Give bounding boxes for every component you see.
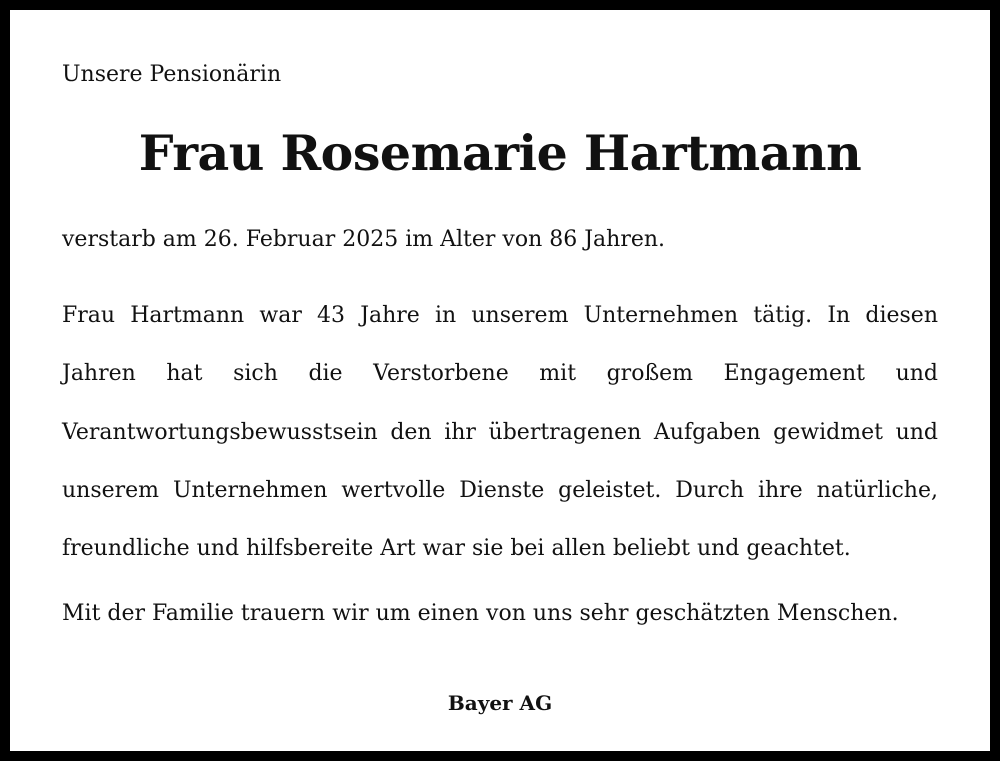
body-line: Jahren hat sich die Verstorbene mit großem Engagement und: [62, 361, 938, 386]
company-signature: Bayer AG: [447, 691, 553, 715]
body-line: freundliche und hilfsbereite Art war sie bei allen beliebt und geachtet.: [62, 536, 851, 561]
intro-text: Unsere Pensionärin: [62, 62, 282, 87]
death-date-text: verstarb am 26. Februar 2025 im Alter von 86 Jahren.: [62, 227, 666, 252]
body-line: Frau Hartmann war 43 Jahre in unserem Unternehmen tätig. In diesen: [62, 303, 938, 328]
body-line: Verantwortungsbewusstsein den ihr übertragenen Aufgaben gewidmet und: [62, 420, 938, 445]
closing-text: Mit der Familie trauern wir um einen von uns sehr geschätzten Menschen.: [62, 601, 899, 626]
deceased-name: Frau Rosemarie Hartmann: [138, 124, 862, 182]
body-line: unserem Unternehmen wertvolle Dienste geleistet. Durch ihre natürliche,: [62, 478, 938, 503]
